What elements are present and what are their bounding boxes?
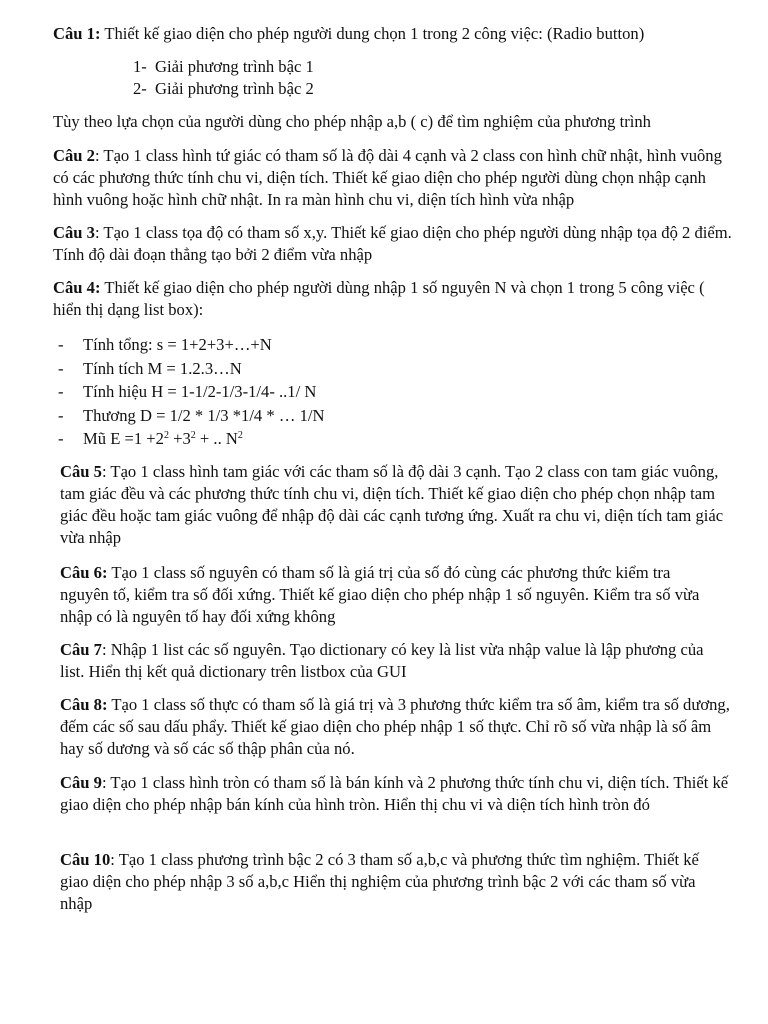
exponent: 2	[190, 430, 196, 441]
power-term: + .. N	[195, 429, 238, 448]
task-text-power	[83, 429, 243, 448]
option-marker: 2-	[133, 79, 147, 98]
dash-marker: -	[58, 382, 64, 401]
question-1-note: Tùy theo lựa chọn của người dùng cho phép nhập a,b ( c) để tìm nghiệm của phương trình	[53, 112, 651, 131]
question-4-text: Thiết kế giao diện cho phép người dùng nhập 1 số nguyên N và chọn 1 trong 5 công việc ( hiển thị dạng list box):	[53, 278, 705, 319]
option-item	[133, 56, 314, 78]
task-item	[58, 333, 324, 357]
question-7-text: : Nhập 1 list các số nguyên. Tạo dictionary có key là list vừa nhập value là lập phương của list. Hiển thị kết quả dictionary trên listbox của GUI	[60, 640, 704, 681]
question-7-label: Câu 7	[60, 640, 102, 659]
question-6-label: Câu 6:	[60, 563, 108, 582]
option-text: Giải phương trình bậc 1	[155, 57, 314, 76]
question-10	[60, 849, 730, 915]
task-item	[58, 427, 324, 451]
task-text: Tính tổng: s = 1+2+3+…+N	[83, 335, 272, 354]
question-10-label: Câu 10	[60, 850, 111, 869]
question-5-text: : Tạo 1 class hình tam giác với các tham số là độ dài 3 cạnh. Tạo 2 class con tam giác vuông, tam giác đều và các phương thức tính chu vi, diện tích. Thiết kế giao diện cho phép chọn nhập tam giác đều hoặc tam giác vuông để nhập độ dài các cạnh tương ứng. Xuất ra chu vi, diện tích tam giác vừa nhập	[60, 462, 724, 547]
question-6	[60, 562, 720, 628]
question-2	[53, 145, 733, 211]
question-7	[60, 639, 730, 683]
option-item	[133, 78, 314, 100]
question-9-label: Câu 9	[60, 773, 102, 792]
question-1-label: Câu 1:	[53, 24, 101, 43]
task-text: Tính hiệu H = 1-1/2-1/3-1/4- ..1/ N	[83, 382, 317, 401]
task-item	[58, 357, 324, 381]
power-term: +3	[168, 429, 191, 448]
question-9	[60, 772, 735, 816]
question-4	[53, 277, 713, 321]
question-10-text: : Tạo 1 class phương trình bậc 2 có 3 tham số a,b,c và phương thức tìm nghiệm. Thiết kế giao diện cho phép nhập 3 số a,b,c Hiển thị nghiệm của phương trình bậc 2 với các tham số vừa nhập	[60, 850, 699, 913]
exponent: 2	[237, 430, 243, 441]
question-1	[53, 23, 743, 45]
question-2-text: : Tạo 1 class hình tứ giác có tham số là độ dài 4 cạnh và 2 class con hình chữ nhật, hình vuông có các phương thức tính chu vi, diện tích. Thiết kế giao diện cho phép người dùng chọn nhập cạnh hình vuông hoặc hình chữ nhật. In ra màn hình chu vi, diện tích hình vừa nhập	[53, 146, 722, 209]
dash-marker: -	[58, 358, 64, 378]
question-2-label: Câu 2	[53, 146, 95, 165]
dash-marker: -	[58, 429, 64, 448]
question-6-text: Tạo 1 class số nguyên có tham số là giá trị của số đó cùng các phương thức kiểm tra nguyên tố, kiểm tra số đối xứng. Thiết kế giao diện cho phép nhập 1 số nguyên. Kiểm tra số vừa nhập có là nguyên tố hay đối xứng không	[60, 563, 700, 626]
task-item	[58, 380, 324, 404]
question-1-text: Thiết kế giao diện cho phép người dung chọn 1 trong 2 công việc: (Radio button)	[100, 24, 645, 43]
power-prefix: Mũ E =1 +2	[83, 429, 164, 448]
dash-marker: -	[58, 335, 64, 354]
question-8-text: Tạo 1 class số thực có tham số là giá trị và 3 phương thức kiểm tra số âm, kiểm tra số dương, đếm các số sau dấu phẩy. Thiết kế giao diện cho phép nhập 1 số thực. Chỉ rõ số vừa nhập là số âm hay số dương và số các số thập phân của nó.	[60, 695, 730, 758]
option-marker: 1-	[133, 57, 147, 76]
question-3-text: : Tạo 1 class tọa độ có tham số x,y. Thiết kế giao diện cho phép người dùng nhập tọa độ 2 điểm. Tính độ dài đoạn thẳng tạo bởi 2 điểm vừa nhập	[53, 223, 732, 264]
question-3-label: Câu 3	[53, 223, 95, 242]
option-text: Giải phương trình bậc 2	[155, 79, 314, 98]
task-text: Tính tích M = 1.2.3…N	[83, 358, 242, 378]
task-item	[58, 404, 324, 428]
question-8	[60, 694, 730, 760]
question-8-label: Câu 8:	[60, 695, 108, 714]
question-4-label: Câu 4:	[53, 278, 101, 297]
question-3	[53, 222, 743, 266]
exponent: 2	[163, 430, 169, 441]
question-5	[60, 461, 730, 549]
task-text: Thương D = 1/2 * 1/3 *1/4 * … 1/N	[83, 405, 325, 425]
question-4-tasks	[58, 333, 324, 451]
question-5-label: Câu 5	[60, 462, 102, 481]
dash-marker: -	[58, 405, 64, 425]
question-1-options	[133, 56, 314, 100]
question-9-text: : Tạo 1 class hình tròn có tham số là bán kính và 2 phương thức tính chu vi, diện tích. Thiết kế giao diện cho phép nhập bán kính của hình tròn. Hiển thị chu vi và diện tích hình tròn đó	[60, 773, 729, 814]
